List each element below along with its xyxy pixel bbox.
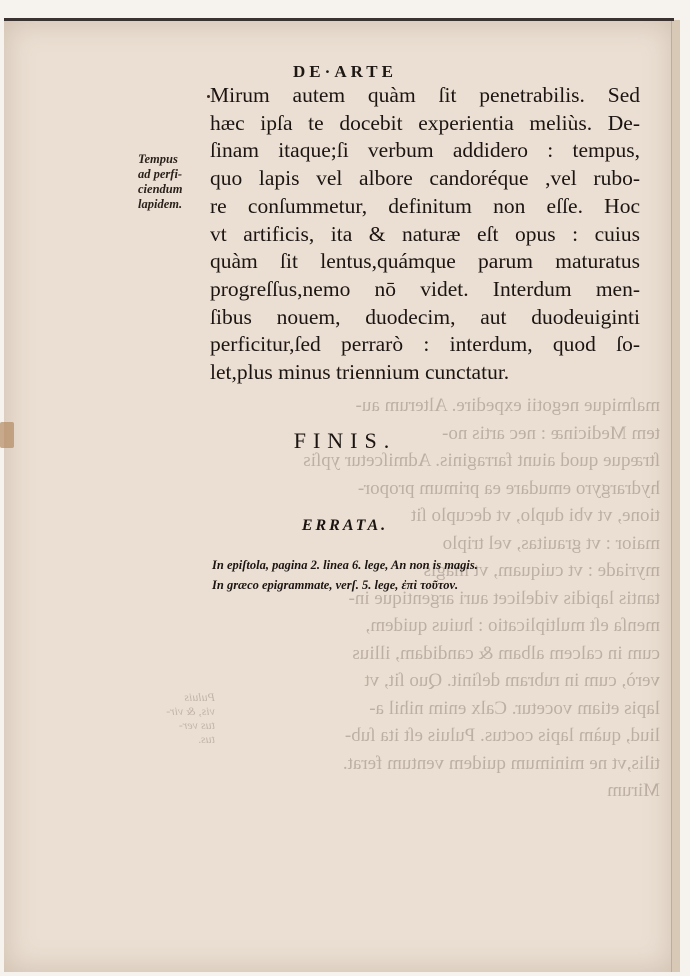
bleed-line: maſmique negotii expedire. Alterum au- [355,395,660,416]
top-rule [4,18,674,21]
bleed-line: liud, quàm lapis coctus. Puluis eſt ita ſub- [344,725,660,746]
margin-note [138,152,208,212]
margin-note-line: ciendum [138,182,183,196]
text-line: ſibus nouem, duodecim, aut duodeuiginti [210,304,640,329]
bleed-through-margin-note [140,690,215,746]
bleed-line: Mirum [607,780,660,801]
bleed-line: ſtræque quod aiunt farraginis. Admiſcetur ypſis [303,450,660,471]
bleed-line: tem Medicinæ : nec artis no- [442,422,660,444]
errata-list [212,555,632,595]
finis-heading: FINIS. [293,428,397,453]
body-text [210,82,640,387]
bleed-line: hydrargyro emudare ea primum propor- [357,477,660,499]
margin-note-line: ad perfi- [138,167,183,181]
text-line: vt artificis, ita & naturæ eſt opus : cuius [210,221,640,246]
text-line: Mirum autem quàm ſit penetrabilis. Sed [210,83,640,107]
text-line: re conſummetur, definitum non eſſe. Hoc [210,193,640,218]
bleed-line: tilis,vt ne minimum quidem ventum ferat. [342,752,660,774]
bleed-line: cum in calcem albam & candidam, illius [352,642,660,664]
bleed-line: menſa eſt multiplicatio : huius quidem, [365,615,660,636]
errata-line: In græco epigrammate, verſ. 5. lege, ἐπὶ τοῦτον. [212,578,459,592]
running-header: DE·ARTE [293,62,397,81]
bleed-note-line: tus. [197,732,215,746]
page-edge [671,20,680,972]
margin-note-line: Tempus [138,152,178,166]
text-line: quàm ſit lentus,quámque parum maturatus [210,249,640,274]
text-line: let,plus minus triennium cunctatur. [210,360,510,385]
errata-heading: ERRATA. [301,517,389,534]
bleed-line: maior : vt grauitas, vel triplo [442,532,660,554]
errata-line: In epiſtola, pagina 2. linea 6. lege, An non is magis. [212,558,478,572]
bleed-line: myriade : vt cuiquam, vt magis [423,560,660,581]
bleed-line: tione, vt vbi duplo, vt decuplo ſit [410,505,660,526]
text-line: hæc ipſa te docebit experientia meliùs. De- [210,110,640,135]
text-line: progreſſus,nemo nō videt. Interdum men- [210,276,640,301]
bleed-note-line: tus ver- [178,718,215,732]
bleed-line: lapis etiam vocetur. Calx enim nihil a- [369,697,660,719]
text-line: perficitur,ſed perrarò : interdum, quod ſo- [210,332,640,357]
bleed-note-line: vis, & vir- [166,704,215,718]
bleed-line: tantis lapidis videlicet auri argentique in- [348,587,660,609]
bleed-line: verò, cum in rubram deſinit. Quo ſit, vt [364,670,660,691]
text-line: ſinam itaque;ſi verbum addidero : tempus, [210,138,640,163]
margin-note-line: lapidem. [138,197,183,211]
bleed-note-line: Puluis [184,690,215,704]
text-line: quo lapis vel albore candoréque ,vel rubo- [210,166,640,191]
